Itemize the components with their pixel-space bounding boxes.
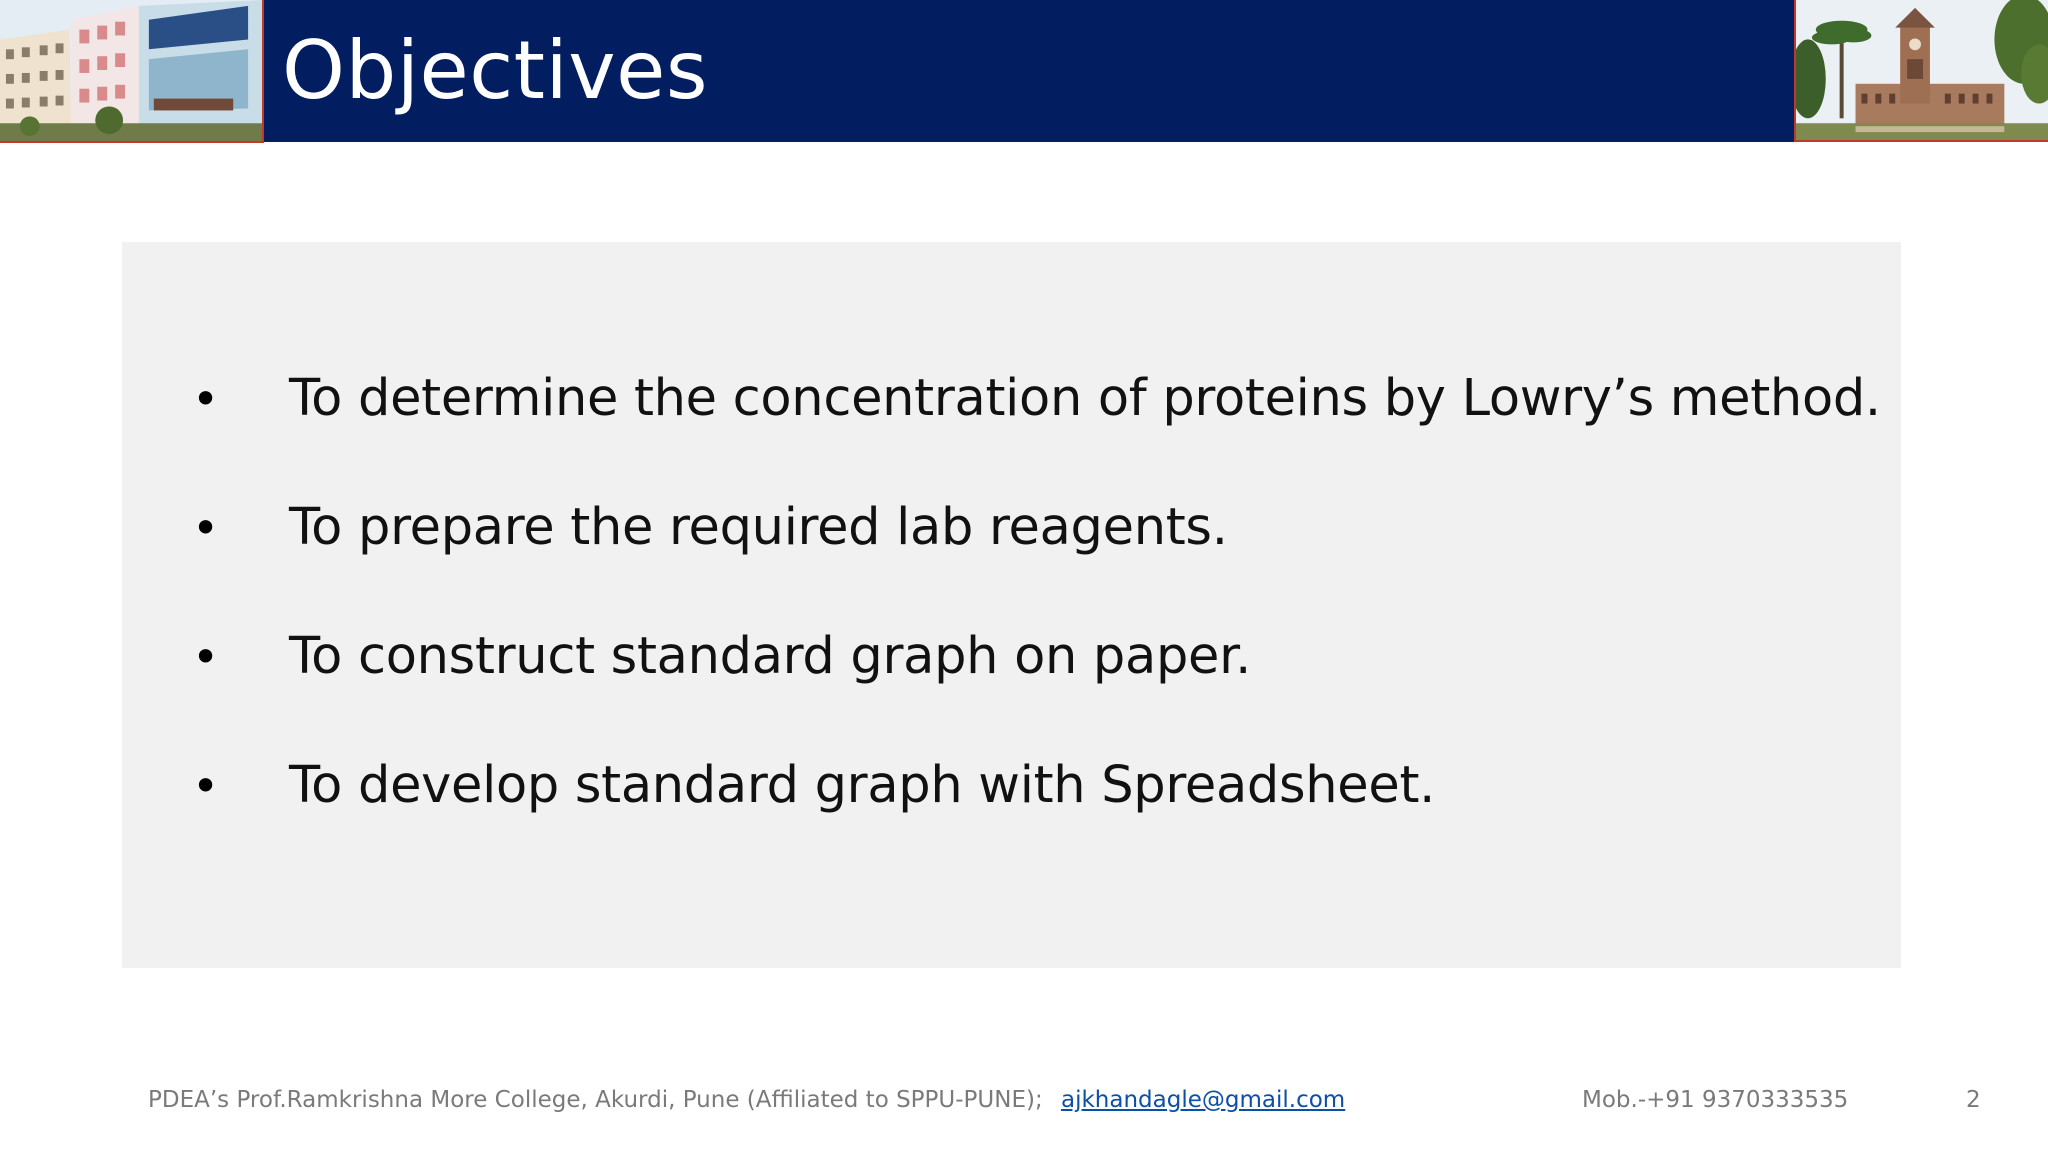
bullet-icon: •: [192, 372, 220, 426]
slide-title: Objectives: [282, 24, 709, 117]
bullet-icon: •: [192, 630, 220, 684]
footer-email-link[interactable]: ajkhandagle@gmail.com: [1061, 1087, 1346, 1113]
bullet-icon: •: [192, 501, 220, 555]
objective-text: To construct standard graph on paper.: [289, 627, 1252, 686]
list-item: [122, 746, 1901, 826]
objective-text: To develop standard graph with Spreadsheet.: [289, 756, 1436, 815]
bullet-icon: •: [192, 759, 220, 813]
footer-mobile: Mob.-+91 9370333535: [1582, 1087, 1849, 1113]
university-clocktower-photo: [1794, 0, 2048, 142]
objectives-panel: [122, 242, 1901, 968]
college-building-photo: [0, 0, 264, 143]
page-number: 2: [1966, 1087, 1981, 1113]
list-item: [122, 617, 1901, 697]
footer-college: PDEA’s Prof.Ramkrishna More College, Akurdi, Pune (Affiliated to SPPU-PUNE);: [148, 1087, 1043, 1113]
objective-text: To determine the concentration of proteins by Lowry’s method.: [289, 369, 1881, 428]
objective-text: To prepare the required lab reagents.: [289, 498, 1228, 557]
list-item: [122, 359, 1901, 439]
list-item: [122, 488, 1901, 568]
